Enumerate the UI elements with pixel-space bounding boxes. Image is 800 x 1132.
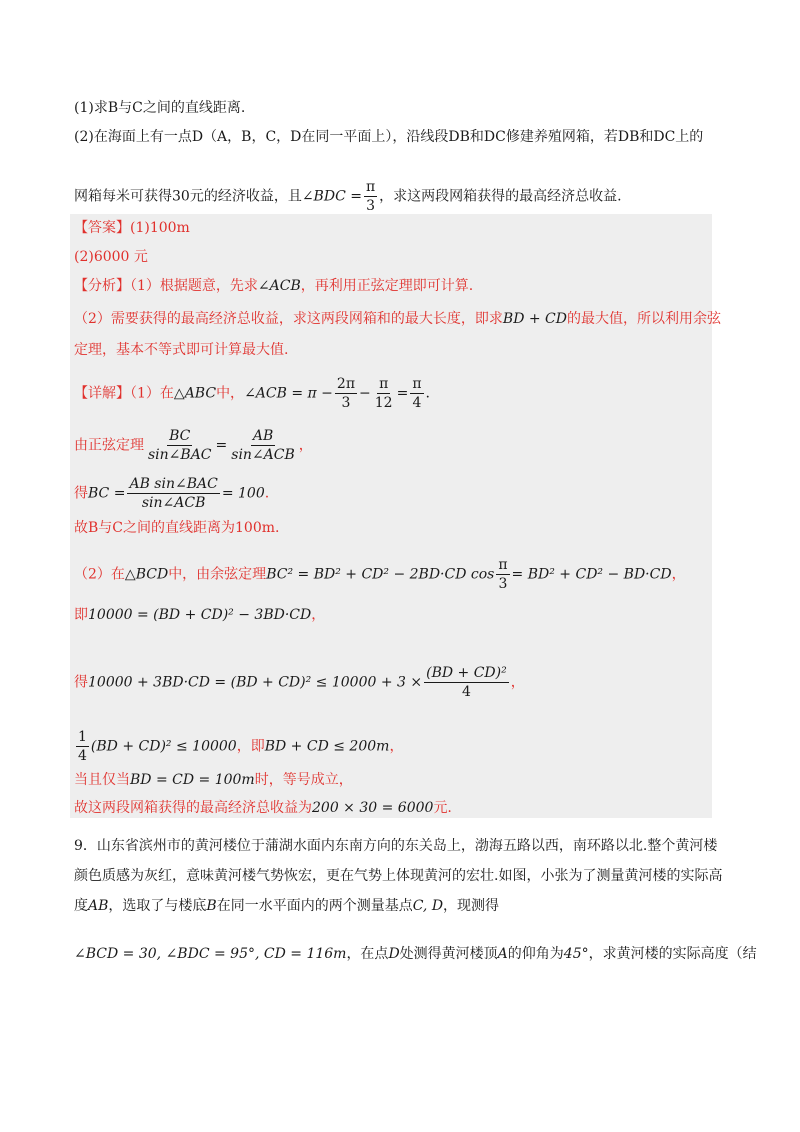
detail-line-10: 故这两段网箱获得的最高经济总收益为200 × 30 = 6000元.: [74, 800, 452, 816]
question-9-line-4: ∠BCD = 30, ∠BDC = 95°, CD = 116m，在点D处测得黄河楼顶A的仰角为45°，求黄河楼的实际高度（结: [74, 946, 757, 962]
question-9-line-3: 度AB，选取了与楼底B在同一水平面内的两个测量基点C, D，现测得: [74, 898, 500, 914]
fraction-pi-over-3: $\frac{\pi}{3}$: [365, 179, 376, 214]
analysis-line-1: 【分析】（1）根据题意，先求∠ACB，再利用正弦定理即可计算.: [74, 278, 474, 294]
detail-line-8: $\frac{1}{4}$ (BD + CD)² ≤ 10000，即BD + CD ≤ 200m，: [78, 729, 404, 764]
detail-line-3: 得BC = $\frac{\text{AB sin∠BAC}}{\text{sin∠ACB}}$ = 100.: [74, 476, 270, 511]
fraction: $\frac{2\pi}{3}$: [336, 376, 356, 411]
fraction: $\frac{\text{(BD + CD)²}}{4}$: [426, 665, 507, 700]
fraction: $\frac{\pi}{4}$: [412, 376, 422, 411]
analysis-line-3: 定理，基本不等式即可计算最大值.: [74, 342, 289, 358]
question-9-line-2: 颜色质感为灰红，意味黄河楼气势恢宏，更在气势上体现黄河的宏壮.如图，小张为了测量黄河楼的实际高: [74, 868, 723, 884]
question-9-line-1: 9．山东省滨州市的黄河楼位于蒲湖水面内东南方向的东关岛上，渤海五路以西，南环路以北.整个黄河楼: [74, 838, 718, 854]
detail-line-7: 得10000 + 3BD·CD = (BD + CD)² ≤ 10000 + 3 × $\frac{\text{(BD + CD)²}}{4}$ ，: [74, 665, 525, 700]
question-part-2-line-1: (2)在海面上有一点D（A，B，C，D在同一平面上），沿线段DB和DC修建养殖网箱，若DB和DC上的: [74, 129, 704, 145]
detail-line-6: 即10000 = (BD + CD)² − 3BD·CD，: [74, 607, 326, 623]
detail-line-1: 【详解】（1）在△ABC中，∠ACB = π − $\frac{2\pi}{3}$ − $\frac{\pi}{12}$ = $\frac{\pi}{4}$ .: [74, 376, 430, 411]
fraction: $\frac{\pi}{3}$: [498, 557, 508, 592]
detail-line-4: 故B与C之间的直线距离为100m.: [74, 520, 280, 536]
answer-line-1: 【答案】(1)100m: [74, 220, 190, 236]
detail-line-5: （2）在△BCD中，由余弦定理BC² = BD² + CD² − 2BD·CD cos $\frac{\pi}{3}$ = BD² + CD² − BD·CD，: [74, 557, 686, 592]
fraction: $\frac{\text{AB sin∠BAC}}{\text{sin∠ACB}}$: [129, 476, 218, 511]
fraction: $\frac{AB}{\text{sin∠ACB}}$: [231, 428, 295, 463]
fraction: $\frac{BC}{\text{sin∠BAC}}$: [148, 428, 212, 463]
fraction: $\frac{1}{4}$: [78, 729, 87, 764]
detail-line-2: 由正弦定理 $\frac{BC}{\text{sin∠BAC}}$ = $\frac{AB}{\text{sin∠ACB}}$ ，: [74, 428, 313, 463]
question-part-1: (1)求B与C之间的直线距离.: [74, 100, 246, 116]
detail-line-9: 当且仅当BD = CD = 100m时，等号成立，: [74, 772, 353, 788]
fraction: $\frac{\pi}{12}$: [374, 376, 393, 411]
answer-line-2: (2)6000 元: [74, 249, 148, 265]
question-part-2-line-2: 网箱每米可获得30元的经济收益，且∠BDC = $\frac{\pi}{3}$ ，求这两段网箱获得的最高经济总收益.: [74, 179, 622, 214]
analysis-line-2: （2）需要获得的最高经济总收益，求这两段网箱和的最大长度，即求BD + CD的最大值，所以利用余弦: [74, 311, 721, 327]
